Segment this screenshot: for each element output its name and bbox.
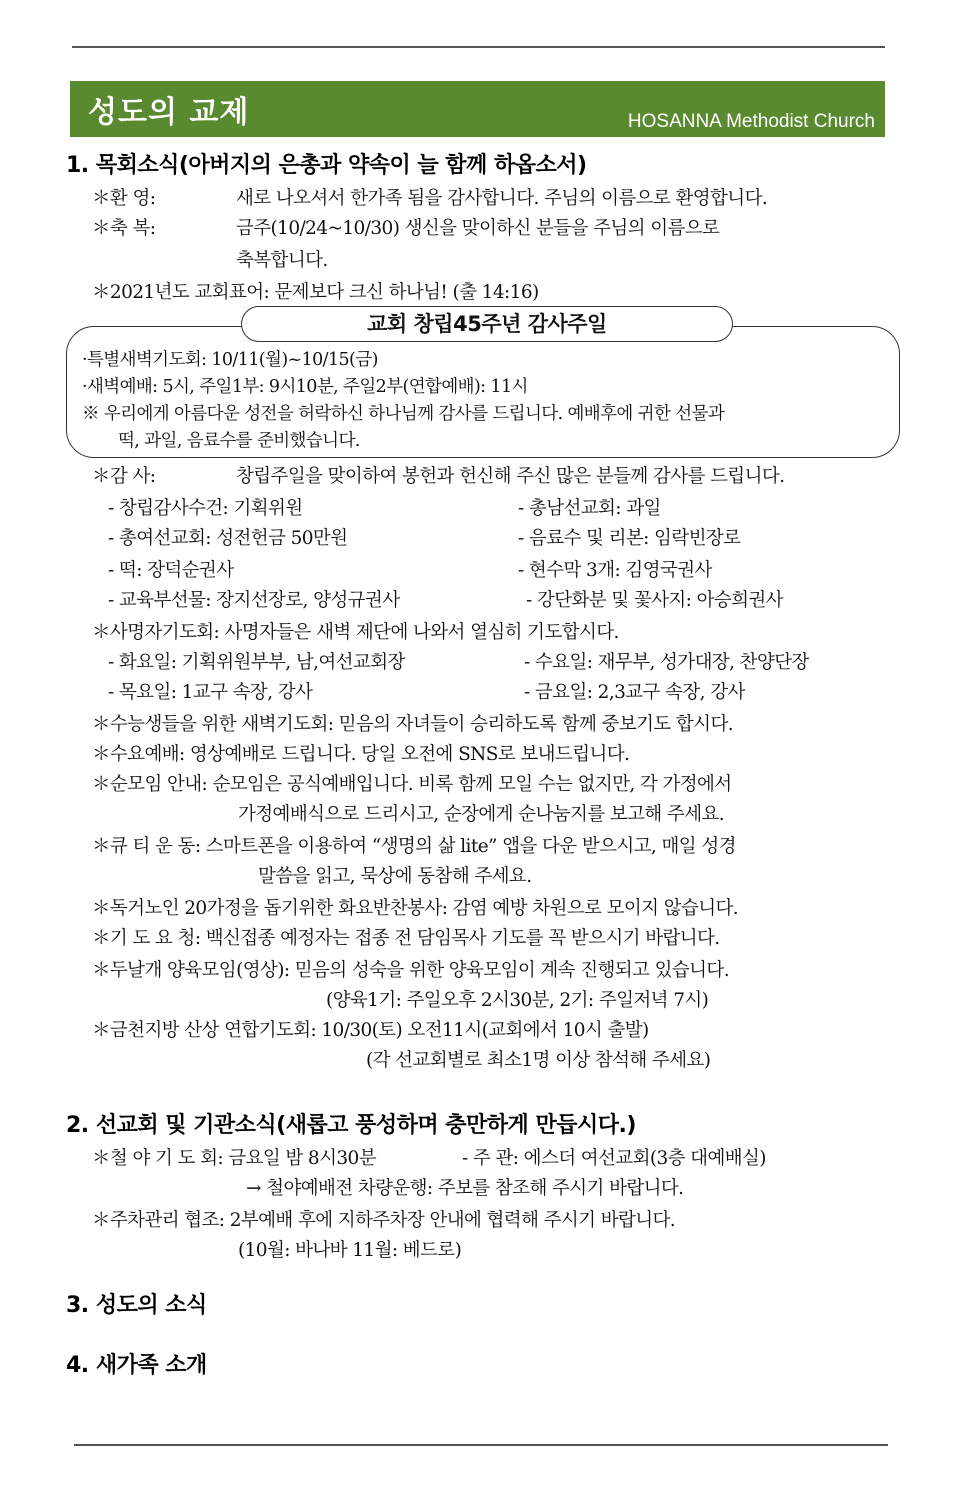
apostle-prayer: ＊사명자기도회: 사명자들은 새벽 제단에 나와서 열심히 기도합시다. bbox=[92, 622, 619, 643]
thanks-item: - 총여선교회: 성전헌금 50만원 bbox=[108, 528, 348, 549]
anniversary-title: 교회 창립45주년 감사주일 bbox=[241, 306, 733, 342]
church-name bbox=[628, 111, 875, 133]
top-divider bbox=[72, 46, 885, 48]
prayer-day: - 금요일: 2,3교구 속장, 강사 bbox=[524, 682, 745, 703]
notice-cont: 가정예배식으로 드리시고, 순장에게 순나눔지를 보고해 주세요. bbox=[238, 804, 725, 825]
notice-cont: 말씀을 읽고, 묵상에 동참해 주세요. bbox=[258, 866, 532, 887]
notice-cont: (양육1기: 주일오후 2시30분, 2기: 주일저녁 7시) bbox=[326, 990, 709, 1011]
notice: ＊큐 티 운 동: 스마트폰을 이용하여 “생명의 삶 lite” 앱을 다운 받으시고, 매일 성경 bbox=[92, 836, 736, 857]
box-line: ·특별새벽기도회: 10/11(월)~10/15(금) bbox=[82, 350, 378, 370]
section-4-title: 4. 새가족 소개 bbox=[66, 1353, 207, 1378]
bottom-divider bbox=[74, 1444, 888, 1446]
thanks-item: - 떡: 장덕순권사 bbox=[108, 560, 234, 581]
prayer-day: - 화요일: 기획위원부부, 남,여선교회장 bbox=[108, 652, 405, 673]
section-3-title: 3. 성도의 소식 bbox=[66, 1293, 207, 1318]
section-banner bbox=[70, 81, 885, 137]
notice: ＊독거노인 20가정을 돕기위한 화요반찬봉사: 감염 예방 차원으로 모이지 않습니다. bbox=[92, 898, 739, 919]
church-motto: ＊2021년도 교회표어: 문제보다 크신 하나님! (출 14:16) bbox=[92, 282, 539, 303]
birthday-label: ＊축 복: bbox=[92, 218, 156, 239]
thanks-item: - 강단화분 및 꽃사지: 아승희권사 bbox=[526, 590, 783, 611]
notice: ＊수능생들을 위한 새벽기도회: 믿음의 자녀들이 승리하도록 함께 중보기도 합시다. bbox=[92, 714, 734, 735]
notice: ＊두날개 양육모임(영상): 믿음의 성숙을 위한 양육모임이 계속 진행되고 있습니다. bbox=[92, 960, 729, 981]
box-line: ※ 우리에게 아름다운 성전을 허락하신 하나님께 감사를 드립니다. 예배후에 귀한 선물과 bbox=[82, 404, 725, 424]
box-line: ·새벽예배: 5시, 주일1부: 9시10분, 주일2부(연합예배): 11시 bbox=[82, 377, 528, 397]
parking-schedule: (10월: 바나바 11월: 베드로) bbox=[238, 1240, 462, 1261]
section-2-title: 2. 선교회 및 기관소식(새롭고 풍성하며 충만하게 만듭시다.) bbox=[66, 1113, 636, 1138]
host: - 주 관: 에스더 여선교회(3층 대예배실) bbox=[462, 1148, 766, 1169]
welcome-text: 새로 나오셔서 한가족 됨을 감사합니다. 주님의 이름으로 환영합니다. bbox=[236, 188, 768, 209]
church-name-bold: HOSANNA bbox=[627, 111, 721, 132]
all-night-prayer: ＊철 야 기 도 회: 금요일 밤 8시30분 bbox=[92, 1148, 376, 1169]
box-line: 떡, 과일, 음료수를 준비했습니다. bbox=[118, 431, 360, 451]
thanks-item: - 음료수 및 리본: 임락빈장로 bbox=[518, 528, 741, 549]
section-1-title: 1. 목회소식(아버지의 은총과 약속이 늘 함께 하옵소서) bbox=[66, 153, 587, 178]
notice: ＊순모임 안내: 순모임은 공식예배입니다. 비록 함께 모일 수는 없지만, 각 가정에서 bbox=[92, 774, 732, 795]
prayer-day: - 목요일: 1교구 속장, 강사 bbox=[108, 682, 313, 703]
thanks-item: - 창립감사수건: 기획위원 bbox=[108, 498, 303, 519]
shuttle-note: → 철야예배전 차량운행: 주보를 참조해 주시기 바랍니다. bbox=[246, 1178, 684, 1199]
birthday-text-cont: 축복합니다. bbox=[236, 250, 328, 271]
banner-title: 성도의 교제 bbox=[88, 95, 250, 130]
thanks-item: - 교육부선물: 장지선장로, 양성규권사 bbox=[108, 590, 400, 611]
prayer-day: - 수요일: 재무부, 성가대장, 찬양단장 bbox=[524, 652, 809, 673]
church-name-rest: Methodist Church bbox=[720, 111, 875, 132]
thanks-item: - 현수막 3개: 김영국권사 bbox=[518, 560, 712, 581]
parking-help: ＊주차관리 협조: 2부예배 후에 지하주차장 안내에 협력해 주시기 바랍니다. bbox=[92, 1210, 676, 1231]
welcome-label: ＊환 영: bbox=[92, 188, 156, 209]
thanks-item: - 총남선교회: 과일 bbox=[518, 498, 661, 519]
notice-cont: (각 선교회별로 최소1명 이상 참석해 주세요) bbox=[366, 1050, 711, 1071]
notice: ＊수요예배: 영상예배로 드립니다. 당일 오전에 SNS로 보내드립니다. bbox=[92, 744, 630, 765]
thanks-text: 창립주일을 맞이하여 봉헌과 헌신해 주신 많은 분들께 감사를 드립니다. bbox=[236, 466, 785, 487]
notice: ＊기 도 요 청: 백신접종 예정자는 접종 전 담임목사 기도를 꼭 받으시기 바랍니다. bbox=[92, 928, 720, 949]
birthday-text: 금주(10/24~10/30) 생신을 맞이하신 분들을 주님의 이름으로 bbox=[236, 218, 720, 239]
notice: ＊금천지방 산상 연합기도회: 10/30(토) 오전11시(교회에서 10시 출발) bbox=[92, 1020, 649, 1041]
thanks-label: ＊감 사: bbox=[92, 466, 156, 487]
